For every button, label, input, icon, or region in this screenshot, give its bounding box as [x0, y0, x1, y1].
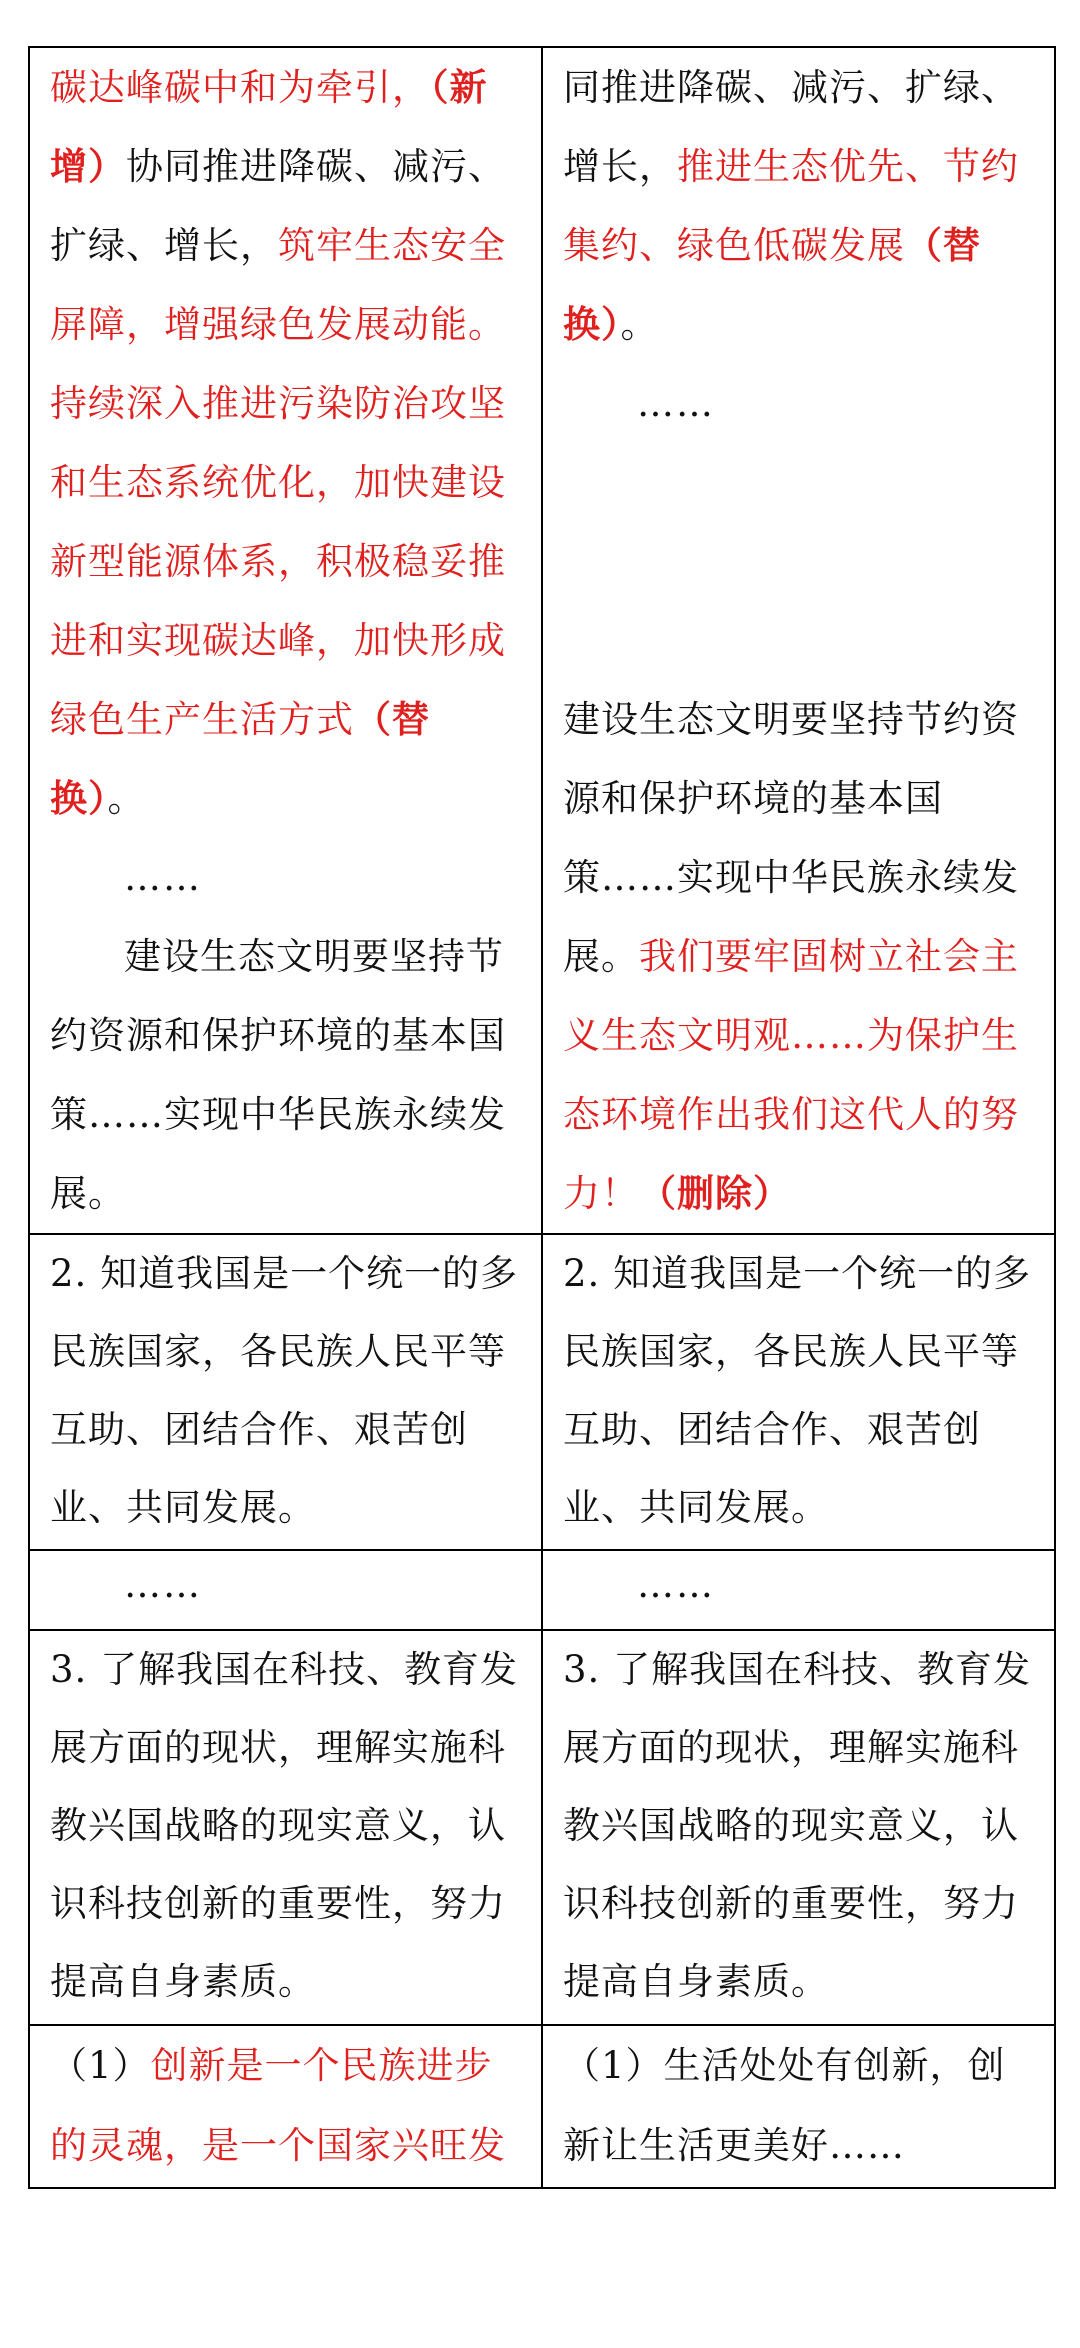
annotation-tag: （替换）	[50, 697, 430, 820]
paragraph: 2. 知道我国是一个统一的多民族国家，各民族人民平等互助、团结合作、艰苦创业、共同发展。	[50, 1252, 519, 1529]
new-column-cell	[542, 47, 1055, 1234]
table-row	[29, 2025, 1055, 2188]
table-row	[29, 1234, 1055, 1550]
ellipsis: ……	[124, 856, 202, 899]
old-column-cell	[29, 1630, 542, 2025]
body-text: 协同推进降碳、减污、扩绿、增长，	[50, 145, 506, 267]
highlight-text: 推进生态优先、节约集约、绿色低碳发展	[563, 145, 1019, 267]
annotation-tag: （删除）	[639, 1171, 791, 1215]
paragraph: 2. 知道我国是一个统一的多民族国家，各民族人民平等互助、团结合作、艰苦创业、共同发展。	[563, 1252, 1032, 1529]
new-column-cell	[542, 1630, 1055, 2025]
annotation-tag: （新增）	[50, 65, 488, 188]
new-column-cell	[542, 2025, 1055, 2188]
paragraph	[563, 48, 1036, 364]
paragraph: 建设生态文明要坚持节约资源和保护环境的基本国策……实现中华民族永续发展。	[50, 935, 506, 1215]
paragraph	[563, 680, 1036, 1233]
annotation-tag: （替换）	[563, 223, 981, 346]
highlight-text: 碳达峰碳中和为牵引，	[50, 66, 430, 109]
old-column-cell	[29, 2025, 542, 2188]
table-row	[29, 47, 1055, 1234]
item-number: （1）	[50, 2044, 151, 2087]
paragraph: 3. 了解我国在科技、教育发展方面的现状，理解实施科教兴国战略的现实意义，认识科技创新的重要性，努力提高自身素质。	[50, 1648, 519, 2003]
paragraph	[50, 48, 523, 838]
old-column-cell	[29, 1550, 542, 1630]
table-row	[29, 1630, 1055, 2025]
table-row	[29, 1550, 1055, 1630]
highlight-text: 我们要牢固树立社会主义生态文明观……为保护生态环境作出我们这代人的努力！	[563, 935, 1019, 1215]
body-text: 同推进降碳、减污、扩绿、增长，	[563, 66, 1019, 188]
ellipsis: ……	[124, 1563, 202, 1606]
paragraph: 3. 了解我国在科技、教育发展方面的现状，理解实施科教兴国战略的现实意义，认识科技创新的重要性，努力提高自身素质。	[563, 1648, 1032, 2003]
ellipsis: ……	[637, 1563, 715, 1606]
new-column-cell	[542, 1550, 1055, 1630]
new-column-cell	[542, 1234, 1055, 1550]
comparison-table	[28, 46, 1056, 2189]
highlight-text: 筑牢生态安全屏障，增强绿色发展动能。持续深入推进污染防治攻坚和生态系统优化，加快建设新型能源体系，积极稳妥推进和实现碳达峰，加快形成绿色生产生活方式	[50, 224, 506, 741]
body-text: 。	[620, 303, 659, 346]
old-column-cell	[29, 47, 542, 1234]
body-text: 建设生态文明要坚持节约资源和保护环境的基本国策……实现中华民族永续发展。	[563, 698, 1019, 978]
spacer	[563, 443, 1036, 680]
highlight-text: 创新是一个民族进步的灵魂，是一个国家兴旺发	[50, 2044, 506, 2167]
paragraph	[50, 2026, 523, 2186]
body-text: 。	[107, 777, 146, 820]
old-column-cell	[29, 1234, 542, 1550]
ellipsis: ……	[637, 382, 715, 425]
paragraph: （1）生活处处有创新，创新让生活更美好……	[563, 2044, 1006, 2167]
